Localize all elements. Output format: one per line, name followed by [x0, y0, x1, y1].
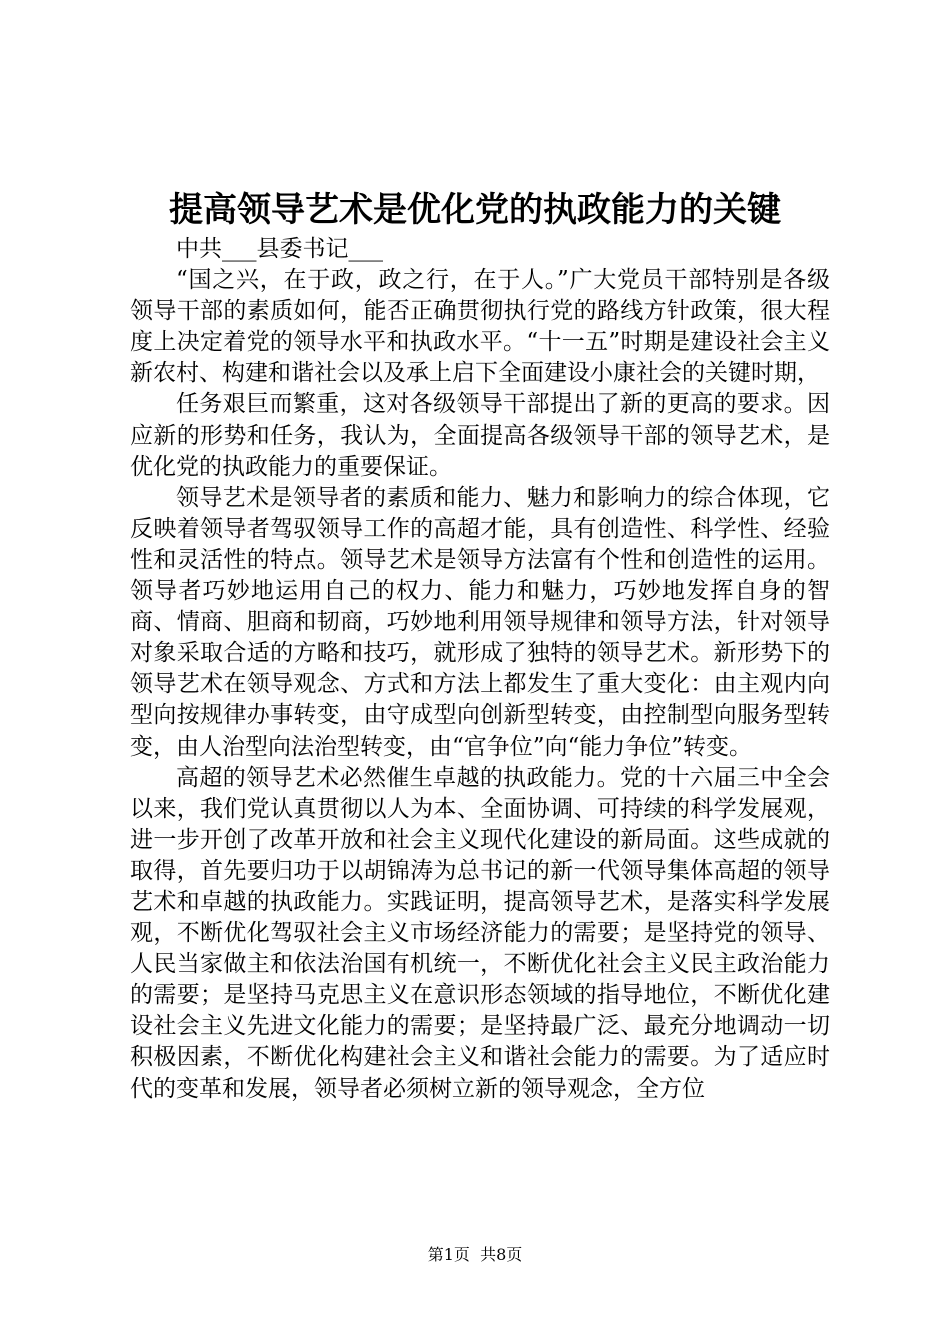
author-line: 中共___县委书记___ — [176, 236, 383, 262]
paragraph-4: 高超的领导艺术必然催生卓越的执政能力。党的十六届三中全会以来，我们党认真贯彻以人为本、全面协调、可持续的科学发展观，进一步开创了改革开放和社会主义现代化建设的新局面。这些成就的取得，首先要归功于以胡锦涛为总书记的新一代领导集体高超的领导艺术和卓越的执政能力。实践证明，提高领导艺术，是落实科学发展观，不断优化驾驭社会主义市场经济能力的需要；是坚持党的领导、人民当家做主和依法治国有机统一，不断优化社会主义民主政治能力的需要；是坚持马克思主义在意识形态领域的指导地位，不断优化建设社会主义先进文化能力的需要；是坚持最广泛、最充分地调动一切积极因素，不断优化构建社会主义和谐社会能力的需要。为了适应时代的变革和发展，领导者必须树立新的领导观念，全方位 — [130, 764, 830, 1102]
page-total: 共8页 — [480, 1245, 523, 1264]
document-title: 提高领导艺术是优化党的执政能力的关键 — [169, 190, 781, 230]
paragraph-3: 领导艺术是领导者的素质和能力、魅力和影响力的综合体现，它反映着领导者驾驭领导工作的高超才能，具有创造性、科学性、经验性和灵活性的特点。领导艺术是领导方法富有个性和创造性的运用。领导者巧妙地运用自己的权力、能力和魅力，巧妙地发挥自身的智商、情商、胆商和韧商，巧妙地利用领导规律和领导方法，针对领导对象采取合适的方略和技巧，就形成了独特的领导艺术。新形势下的领导艺术在领导观念、方式和方法上都发生了重大变化：由主观内向型向按规律办事转变，由守成型向创新型转变，由控制型向服务型转变，由人治型向法治型转变，由“官争位”向“能力争位”转变。 — [130, 484, 830, 760]
page-footer — [0, 1245, 950, 1265]
page-number: 第1页 — [427, 1245, 470, 1264]
document-body — [130, 234, 830, 1105]
paragraph-2: 任务艰巨而繁重，这对各级领导干部提出了新的更高的要求。因应新的形势和任务，我认为，全面提高各级领导干部的领导艺术，是优化党的执政能力的重要保证。 — [130, 391, 830, 480]
paragraph-1: “国之兴，在于政，政之行，在于人。”广大党员干部特别是各级领导干部的素质如何，能否正确贯彻执行党的路线方针政策，很大程度上决定着党的领导水平和执政水平。“十一五”时期是建设社会主义新农村、构建和谐社会以及承上启下全面建设小康社会的关键时期， — [130, 267, 830, 387]
